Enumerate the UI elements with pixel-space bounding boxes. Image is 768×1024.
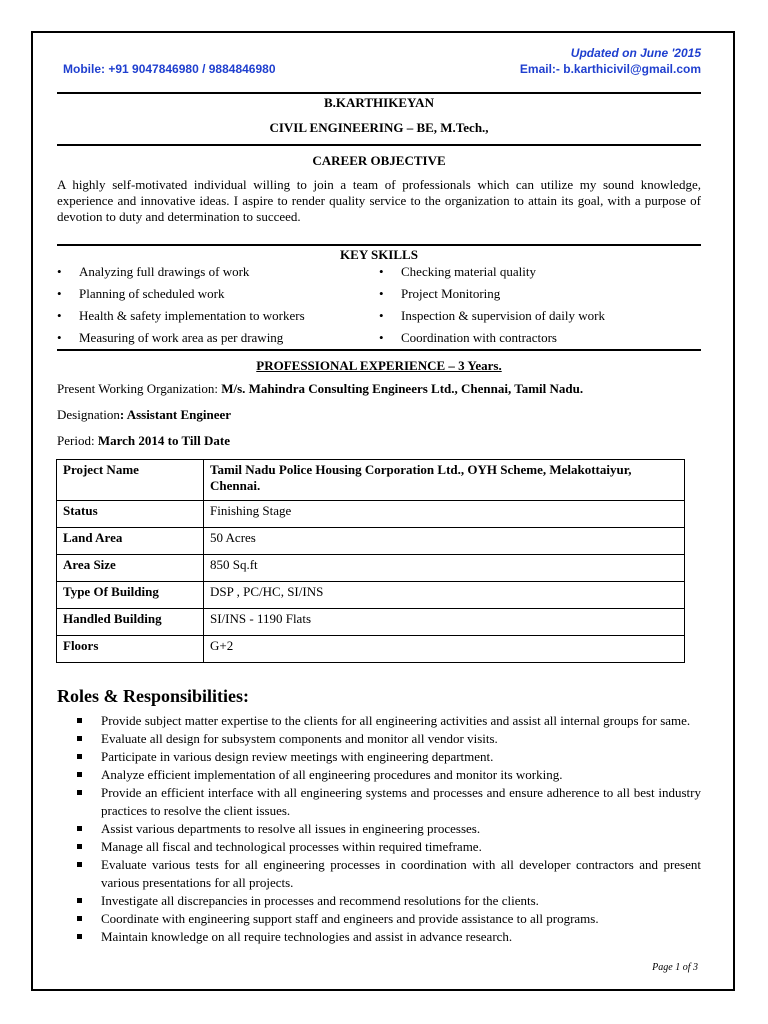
designation-line: Designation: Assistant Engineer <box>57 407 232 422</box>
objective-text: A highly self-motivated individual willing to join a team of professionals which can utilize my sound knowledge, experience and innovative ideas. I aspire to render quality service to the organization to attain its goal, with a purpose of devotion to duty and determination to succeed. <box>57 177 701 224</box>
skill-item: • Inspection & supervision of daily work <box>379 308 605 323</box>
list-item: Assist various departments to resolve all issues in engineering processes. <box>77 820 701 838</box>
square-bullet-icon <box>77 736 82 741</box>
list-item: Manage all fiscal and technological processes within required timeframe. <box>77 838 701 856</box>
skill-item: • Measuring of work area as per drawing <box>57 330 284 345</box>
mobile-number: Mobile: +91 9047846980 / 9884846980 <box>63 62 276 76</box>
square-bullet-icon <box>77 844 82 849</box>
table-value: DSP , PC/HC, SI/INS <box>204 582 685 609</box>
section-title-objective: CAREER OBJECTIVE <box>312 153 446 168</box>
square-bullet-icon <box>77 916 82 921</box>
list-item: Participate in various design review meetings with engineering department. <box>77 748 701 766</box>
table-row <box>57 528 685 555</box>
square-bullet-icon <box>77 754 82 759</box>
email-address: Email:- b.karthicivil@gmail.com <box>519 62 701 76</box>
table-key: Area Size <box>57 555 204 582</box>
list-item: Evaluate all design for subsystem components and monitor all vendor visits. <box>77 730 701 748</box>
list-item: Provide subject matter expertise to the clients for all engineering activities and assist all internal groups for same. <box>77 712 701 730</box>
divider <box>57 92 701 94</box>
section-title-roles: Roles & Responsibilities: <box>57 686 250 706</box>
table-row <box>57 636 685 663</box>
skill-item: • Analyzing full drawings of work <box>57 264 250 279</box>
divider <box>57 349 701 351</box>
page-number: Page 1 of 3 <box>652 962 698 973</box>
table-row <box>57 501 685 528</box>
table-value: 850 Sq.ft <box>204 555 685 582</box>
table-value: SI/INS - 1190 Flats <box>204 609 685 636</box>
roles-list <box>77 712 701 946</box>
project-table <box>56 459 685 663</box>
table-value: 50 Acres <box>204 528 685 555</box>
square-bullet-icon <box>77 934 82 939</box>
table-row <box>57 609 685 636</box>
table-key: Status <box>57 501 204 528</box>
table-value: Finishing Stage <box>204 501 685 528</box>
list-item: Evaluate various tests for all engineering processes in coordination with all developer contractors and present various presentations for all projects. <box>77 856 701 892</box>
table-key: Floors <box>57 636 204 663</box>
table-key: Handled Building <box>57 609 204 636</box>
degree-line: CIVIL ENGINEERING – BE, M.Tech., <box>269 120 489 135</box>
square-bullet-icon <box>77 790 82 795</box>
skill-item: • Project Monitoring <box>379 286 501 301</box>
square-bullet-icon <box>77 862 82 867</box>
skill-item: • Coordination with contractors <box>379 330 557 345</box>
list-item: Coordinate with engineering support staff and engineers and provide assistance to all programs. <box>77 910 701 928</box>
square-bullet-icon <box>77 826 82 831</box>
table-key: Project Name <box>57 460 204 501</box>
section-title-experience: PROFESSIONAL EXPERIENCE – 3 Years. <box>256 358 502 373</box>
table-value: Tamil Nadu Police Housing Corporation Ltd., OYH Scheme, Melakottaiyur, Chennai. <box>204 460 685 501</box>
section-title-skills: KEY SKILLS <box>340 247 418 262</box>
table-key: Type Of Building <box>57 582 204 609</box>
table-row <box>57 460 685 501</box>
table-row <box>57 582 685 609</box>
table-value: G+2 <box>204 636 685 663</box>
list-item: Maintain knowledge on all require technologies and assist in advance research. <box>77 928 701 946</box>
organization-line: Present Working Organization: M/s. Mahindra Consulting Engineers Ltd., Chennai, Tamil Nadu. <box>57 381 584 396</box>
updated-date: Updated on June '2015 <box>570 46 701 60</box>
list-item: Investigate all discrepancies in processes and recommend resolutions for the clients. <box>77 892 701 910</box>
square-bullet-icon <box>77 898 82 903</box>
table-row <box>57 555 685 582</box>
square-bullet-icon <box>77 718 82 723</box>
divider <box>57 244 701 246</box>
skill-item: • Health & safety implementation to workers <box>57 308 305 323</box>
candidate-name: B.KARTHIKEYAN <box>324 95 434 110</box>
table-key: Land Area <box>57 528 204 555</box>
square-bullet-icon <box>77 772 82 777</box>
skill-item: • Checking material quality <box>379 264 537 279</box>
divider <box>57 144 701 146</box>
skill-item: • Planning of scheduled work <box>57 286 225 301</box>
list-item: Analyze efficient implementation of all engineering procedures and monitor its working. <box>77 766 701 784</box>
period-line: Period: March 2014 to Till Date <box>57 433 230 448</box>
list-item: Provide an efficient interface with all engineering systems and processes and ensure adherence to all best industry practices to resolve the client issues. <box>77 784 701 820</box>
